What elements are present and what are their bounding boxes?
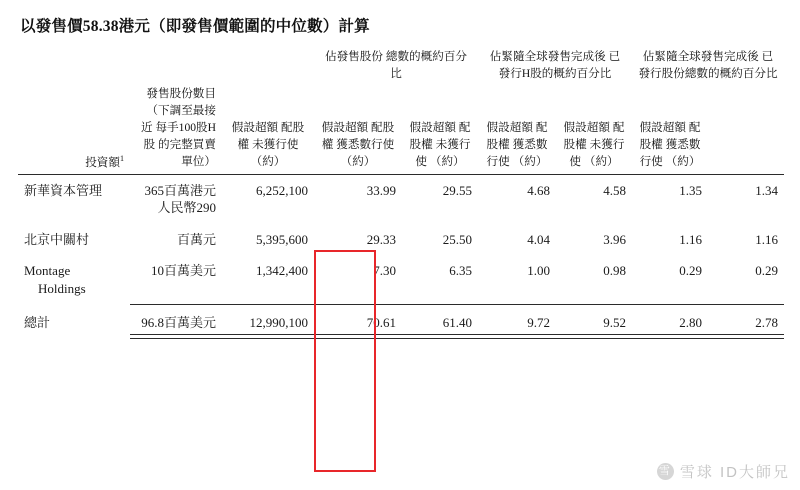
total-pct-h-full: 9.52	[603, 315, 627, 331]
header-pct-offer-full-overallot: 假設超額 配股權 獲悉數行使 （約）	[321, 121, 395, 169]
total-pct-total-full: 2.78	[755, 315, 779, 331]
rule-cell	[556, 334, 632, 339]
rule-cell	[632, 334, 708, 339]
rule-cell	[314, 334, 402, 339]
total-pct-offer-no: 70.61	[366, 315, 396, 331]
table-header	[18, 48, 784, 175]
rule-cell	[402, 334, 478, 339]
row-pct-h-full: 3.96	[603, 231, 627, 247]
row-shares: 6,252,100	[256, 182, 308, 198]
header-blank-2	[130, 48, 222, 85]
row-pct-offer-no: 33.99	[366, 182, 396, 198]
table-body	[18, 175, 784, 339]
rule-cell	[478, 334, 556, 339]
header-shares: 發售股份數目 （下調至最接近 每手100股H股 的完整買賣 單位）	[140, 86, 216, 169]
row-pct-offer-full: 25.50	[442, 231, 472, 247]
footnote-marker: 1	[120, 153, 124, 163]
header-group-row	[18, 48, 784, 85]
row-pct-offer-full: 6.35	[449, 263, 472, 279]
rule-cell	[708, 334, 784, 339]
row-pct-offer-no: 7.30	[373, 263, 396, 279]
row-name: 北京中關村	[24, 231, 90, 247]
header-group-pct-total-shares: 佔緊隨全球發售完成後 已發行股份總數的概約百分比	[638, 50, 778, 81]
row-investment: 百萬元	[176, 231, 216, 247]
row-pct-h-no: 1.00	[527, 263, 550, 279]
page-title: 以發售價58.38港元（即發售價範圍的中位數）計算	[20, 18, 370, 35]
row-shares: 5,395,600	[256, 231, 308, 247]
table-row	[18, 224, 784, 256]
row-pct-offer-full: 29.55	[442, 182, 472, 198]
header-investor: 投資額$^1$	[85, 153, 124, 169]
table-bottom-rule	[18, 334, 784, 339]
row-shares: 1,342,400	[256, 263, 308, 279]
financial-table	[18, 48, 784, 339]
table-total-row	[18, 305, 784, 334]
header-group-pct-offer: 佔發售股份 總數的概約百分比	[324, 50, 468, 81]
row-name: Montage Holdings	[24, 263, 86, 296]
header-blank	[18, 48, 130, 85]
row-pct-h-full: 0.98	[603, 263, 627, 279]
header-pct-total-full-overallot: 假設超額 配股權 獲悉數行使 （約）	[639, 121, 701, 169]
row-pct-h-full: 4.58	[603, 182, 627, 198]
total-label: 總計	[24, 315, 51, 331]
row-pct-h-no: 4.04	[527, 231, 550, 247]
total-pct-h-no: 9.72	[527, 315, 550, 331]
row-investment: 365百萬港元 人民幣290	[144, 182, 216, 216]
watermark-text: 雪球 ID大師兄	[679, 464, 790, 481]
row-investment: 10百萬美元	[150, 263, 216, 279]
row-pct-total-full: 1.16	[755, 231, 779, 247]
table-row	[18, 175, 784, 224]
rule-cell	[18, 334, 130, 339]
row-name: 新華資本管理	[24, 182, 103, 198]
row-pct-total-full: 1.34	[755, 182, 779, 198]
header-pct-offer-no-overallot: 假設超額 配股權 未獲行使 （約）	[231, 121, 305, 169]
total-pct-total-no: 2.80	[679, 315, 703, 331]
total-investment: 96.8百萬美元	[141, 315, 216, 331]
rule-cell	[130, 334, 222, 339]
total-pct-offer-full: 61.40	[442, 315, 472, 331]
row-pct-total-no: 1.35	[679, 182, 703, 198]
header-group-pct-h-shares: 佔緊隨全球發售完成後 已發行H股的概約百分比	[489, 50, 621, 81]
header-pct-total-no-overallot: 假設超額 配股權 未獲行使 （約）	[563, 121, 625, 169]
row-pct-total-no: 0.29	[679, 263, 703, 279]
watermark	[657, 461, 790, 482]
header-blank-3	[222, 48, 314, 85]
row-pct-total-no: 1.16	[679, 231, 703, 247]
rule-cell	[222, 334, 314, 339]
header-pct-h-no-overallot: 假設超額 配股權 未獲行使 （約）	[409, 121, 471, 169]
header-sub-row	[18, 85, 784, 174]
row-pct-offer-no: 29.33	[366, 231, 396, 247]
table-row	[18, 255, 784, 304]
header-pct-h-full-overallot: 假設超額 配股權 獲悉數行使 （約）	[486, 121, 548, 169]
row-pct-h-no: 4.68	[527, 182, 550, 198]
row-pct-total-full: 0.29	[755, 263, 779, 279]
total-shares: 12,990,100	[249, 315, 308, 331]
watermark-logo: 雪	[657, 463, 674, 480]
